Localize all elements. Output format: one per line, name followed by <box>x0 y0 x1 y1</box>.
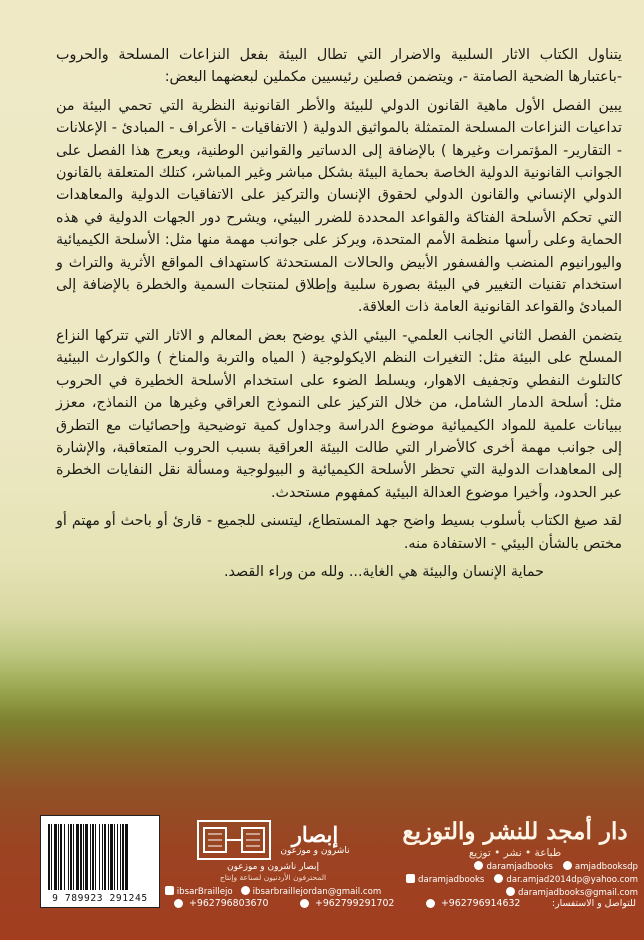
barcode-bar <box>80 824 82 890</box>
imprint-subtitle: ناشرون و موزعون <box>280 845 350 856</box>
barcode-bar <box>108 824 109 890</box>
barcode-bar <box>122 824 124 890</box>
contact-item: dar.amjad2014dp@yahoo.com <box>494 874 638 887</box>
barcode-bar <box>51 824 52 890</box>
imprint-logo <box>178 818 368 862</box>
barcode-bar <box>125 824 128 890</box>
contact-item: ibsarBraillejo <box>165 886 233 897</box>
email-icon <box>241 886 250 895</box>
barcode-bar <box>73 824 74 890</box>
email-icon <box>506 887 515 896</box>
closing-line: حماية الإنسان والبيئة هي الغاية... ولله من وراء القصد. <box>223 563 545 580</box>
imprint-fullname: إبصار ناشرون و موزعون <box>227 862 319 872</box>
barcode-bar <box>102 824 103 890</box>
publisher-block <box>392 818 638 900</box>
contact-item: ibsarbraillejordan@gmail.com <box>241 886 382 897</box>
imprint-note: المحترفون الأردنيون لصناعة وإنتاج <box>219 873 327 882</box>
instagram-icon <box>406 874 415 883</box>
barcode-bar <box>48 824 50 890</box>
barcode-bar <box>85 824 88 890</box>
publisher-tagline: طباعة • نشر • توزيع <box>468 847 562 859</box>
contact-item: daramjadbooks <box>406 874 484 887</box>
barcode-bar <box>68 824 69 890</box>
barcode-bar <box>90 824 91 890</box>
publisher-logo-name: دار أمجد للنشر والتوزيع <box>402 818 628 845</box>
phone-icon <box>426 899 435 908</box>
style-paragraph: لقد صيغ الكتاب بأسلوب بسيط واضح جهد المستطاع، ليتسنى للجميع - قارئ أو باحث أو مهتم أو مختص بالشأن البيئي - الاستفادة منه. <box>56 513 622 552</box>
chapter-two-paragraph: يتضمن الفصل الثاني الجانب العلمي- البيئي الذي يوضح بعض المعالم و الاثار التي تتركها النزاع المسلح على البيئة مثل: التغيرات النظم الايكولوجية ( المياه والتربة والمناخ ) والكوارث البيئية كالتلوث النفطي وتجفيف الاهوار، ويسلط الضوء على استخدام الأسلحة الخطيرة في الحروب مثل: أسلحة الدمار الشامل، من خلال التركيز على النموذج العراقي وغيرها من النماذج، معزز ببيانات علمية للمواد الكيميائية موضوع الدراسة وجداول كمية توضيحية وإحصائيات مع التطرق إلى جوانب مهمة أخرى كالأضرار التي طالت البيئة العراقية بسبب الحروب المتعاقبة، والإشارة إلى المعاهدات الدولية التي تحظر الأسلحة الكيميائية و البيولوجية ومسألة نقل النفايات الخطرة عبر الحدود، وأخيرا موضوع العدالة البيئية كمفهوم مستحدث. <box>56 327 622 501</box>
contact-item: daramjadbooks <box>474 861 552 874</box>
barcode-bar <box>54 824 57 890</box>
intro-paragraph: يتناول الكتاب الاثار السلبية والاضرار التي تطال البيئة بفعل النزاعات المسلحة والحروب -باعتبارها الضحية الصامتة -، ويتضمن فصلين رئيسيين مكملين لبعضهما البعض: <box>56 47 622 86</box>
phone-item: +962799291702 <box>300 898 394 909</box>
barcode-bar <box>117 824 118 890</box>
publisher-contacts <box>392 861 638 900</box>
isbn-barcode <box>40 815 160 908</box>
facebook-icon <box>474 861 483 870</box>
open-book-icon <box>196 818 272 862</box>
imprint-block <box>176 818 382 897</box>
phone-item: +962796803670 <box>174 898 268 909</box>
contact-item: amjadbooksdp <box>563 861 638 874</box>
barcode-bar <box>60 824 62 890</box>
barcode-bars <box>48 824 152 890</box>
barcode-bar <box>58 824 59 890</box>
contact-label: للتواصل و الاستفسار: <box>551 898 636 909</box>
barcode-bar <box>99 824 100 890</box>
barcode-bar <box>83 824 84 890</box>
barcode-bar <box>114 824 115 890</box>
email-icon <box>494 874 503 883</box>
phone-row <box>174 898 636 909</box>
facebook-icon <box>563 861 572 870</box>
barcode-bar <box>110 824 113 890</box>
contact-item: daramjadbooks@gmail.com <box>506 887 638 900</box>
phone-item: +962796914632 <box>426 898 520 909</box>
barcode-bar <box>92 824 94 890</box>
barcode-bar <box>70 824 72 890</box>
imprint-name: إبصار <box>291 821 339 847</box>
barcode-bar <box>104 824 106 890</box>
facebook-icon <box>165 886 174 895</box>
isbn-number: 9 789923 291245 <box>52 893 148 904</box>
barcode-bar <box>95 824 96 890</box>
barcode-bar <box>120 824 121 890</box>
imprint-social <box>176 886 382 897</box>
phone-icon <box>300 899 309 908</box>
barcode-bar <box>76 824 79 890</box>
phone-icon <box>174 899 183 908</box>
back-cover-text <box>56 44 622 589</box>
chapter-one-paragraph: يبين الفصل الأول ماهية القانون الدولي للبيئة والأطر القانونية النظرية التي تحمي البيئة من تداعيات النزاعات المسلحة المتمثلة بالمواثيق الدولية ( الاتفاقيات - الأعراف - المبادئ - الإعلانات - التقارير- المؤتمرات وغيرها ) بالإضافة إلى الدساتير والقوانين الوطنية، ويعرج هذا الفصل على الجوانب القانونية الدولية الخاصة بحماية البيئة بشكل مباشر وغير المباشر، كتلك المتعلقة بالقانون الدولي الإنساني والقانون الدولي لحقوق الإنسان والتركيز على الاتفاقيات الدولية والمعاهدات التي تحكم الأسلحة الفتاكة والقواعد المحددة للضرر البيئي، ويشرح دور الجهات الدولية في هذه الحماية وعلى رأسها منظمة الأمم المتحدة، ويركز على جوانب مهمة منها مثل: الأسلحة الكيميائية واليورانيوم المنضب والفسفور الأبيض والحالات المستحدثة كاستهداف المواقع الأثرية والتراث و استخدام تقنيات التغيير في البيئة بصورة سلبية وإطلاق لمنتجات السمية والخطرة بالإضافة إلى المبادئ والقواعد القانونية العامة ذات العلاقة. <box>56 97 622 316</box>
barcode-bar <box>64 824 65 890</box>
